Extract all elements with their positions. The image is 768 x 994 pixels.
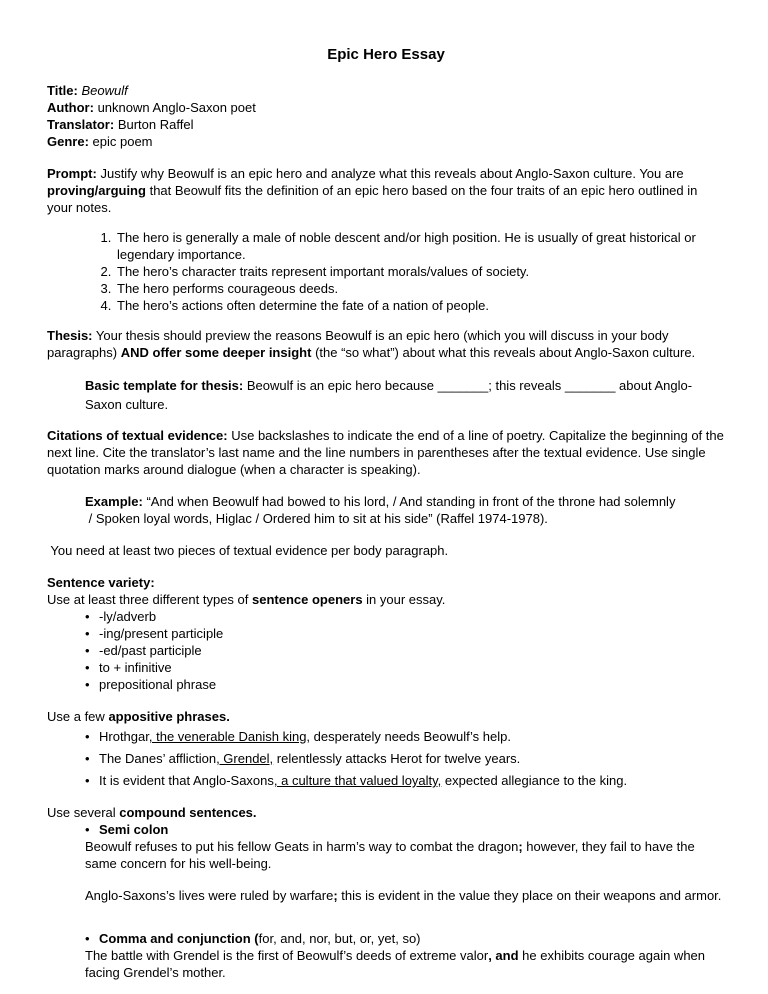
trait-item: 3. The hero performs courageous deeds.	[115, 280, 725, 297]
list-item: • prepositional phrase	[85, 676, 725, 693]
compound-section: Use several compound sentences. • Semi colon Beowulf refuses to put his fellow Geats in harm’s way to combat the dragon; however, they fail to have the same concern for his well-being. Anglo-Saxons’s lives were ruled by warfare; this is evident in the value they place on their weapons and armor. • Comma and conjunction (for, and, nor, but, or, yet, so) The battle with Grendel is the first of Beowulf’s deeds of extreme valor, and he exhibits courage again when facing Grendel’s mother.	[47, 804, 725, 981]
list-item: • -ing/present participle	[85, 625, 725, 642]
translator-line: Translator: Burton Raffel	[47, 117, 194, 132]
list-item: • to + infinitive	[85, 659, 725, 676]
list-item: • -ed/past participle	[85, 642, 725, 659]
trait-item: 4. The hero’s actions often determine the fate of a nation of people.	[115, 297, 725, 314]
sentence-variety-heading: Sentence variety:	[47, 575, 155, 590]
thesis-paragraph: Thesis: Your thesis should preview the reasons Beowulf is an epic hero (which you will discuss in your body paragraphs) AND offer some deeper insight (the “so what”) about what this reveals about Anglo-Saxon culture.	[47, 328, 696, 360]
list-item: • -ly/adverb	[85, 608, 725, 625]
trait-item: 2. The hero’s character traits represent important morals/values of society.	[115, 263, 725, 280]
sentence-variety-section: Sentence variety: Use at least three different types of sentence openers in your essay. • -ly/adverb • -ing/present participle • -ed/past participle • to + infinitive • prepositional phrase	[47, 574, 725, 693]
sentence-openers-list	[47, 608, 725, 693]
thesis-template: Basic template for thesis: Beowulf is an epic hero because _______; this reveals _______ about Anglo-Saxon culture.	[85, 378, 693, 412]
evidence-note: You need at least two pieces of textual evidence per body paragraph.	[47, 543, 449, 558]
appositive-section: Use a few appositive phrases. • Hrothgar, the venerable Danish king, desperately needs Beowulf’s help. • The Danes’ affliction, Grendel, relentlessly attacks Herot for twelve years. • It is evident that Anglo-Saxons, a culture that valued loyalty, expected allegiance to the king.	[47, 708, 725, 789]
document-title: Epic Hero Essay	[327, 46, 445, 63]
work-info	[47, 82, 725, 150]
semicolon-heading: • Semi colon	[85, 821, 725, 838]
trait-item: 1. The hero is generally a male of noble descent and/or high position. He is usually of great historical or legendary importance.	[115, 229, 725, 263]
semicolon-example: Beowulf refuses to put his fellow Geats in harm’s way to combat the dragon; however, they fail to have the same concern for his well-being.	[85, 839, 695, 871]
list-item: • The Danes’ affliction, Grendel, relentlessly attacks Herot for twelve years.	[85, 750, 725, 767]
citation-example: Example: “And when Beowulf had bowed to his lord, / And standing in front of the throne had solemnly / Spoken loyal words, Higlac / Ordered him to sit at his side” (Raffel 1974-1978).	[85, 494, 676, 526]
conjunction-heading: • Comma and conjunction (for, and, nor, but, or, yet, so)	[85, 930, 725, 947]
epic-hero-traits-list	[47, 229, 725, 314]
title-line: Title: Beowulf	[47, 83, 128, 98]
author-line: Author: unknown Anglo-Saxon poet	[47, 100, 256, 115]
citations-paragraph: Citations of textual evidence: Use backslashes to indicate the end of a line of poetry. Capitalize the beginning of the next line. Cite the translator’s last name and the line numbers in parentheses after the textual evidence. Use single quotation marks around dialogue (when a character is speaking).	[47, 428, 724, 477]
genre-line: Genre: epic poem	[47, 134, 153, 149]
list-item: • Hrothgar, the venerable Danish king, desperately needs Beowulf’s help.	[85, 728, 725, 745]
list-item: • It is evident that Anglo-Saxons, a culture that valued loyalty, expected allegiance to the king.	[85, 772, 725, 789]
semicolon-example: Anglo-Saxons’s lives were ruled by warfare; this is evident in the value they place on their weapons and armor.	[85, 888, 722, 903]
prompt-paragraph: Prompt: Justify why Beowulf is an epic hero and analyze what this reveals about Anglo-Saxon culture. You are proving/arguing that Beowulf fits the definition of an epic hero based on the four traits of an epic hero outlined in your notes.	[47, 166, 698, 215]
document-page	[47, 46, 725, 981]
conjunction-example: The battle with Grendel is the first of Beowulf’s deeds of extreme valor, and he exhibits courage again when facing Grendel’s mother.	[85, 948, 706, 980]
appositive-examples-list	[47, 728, 725, 789]
